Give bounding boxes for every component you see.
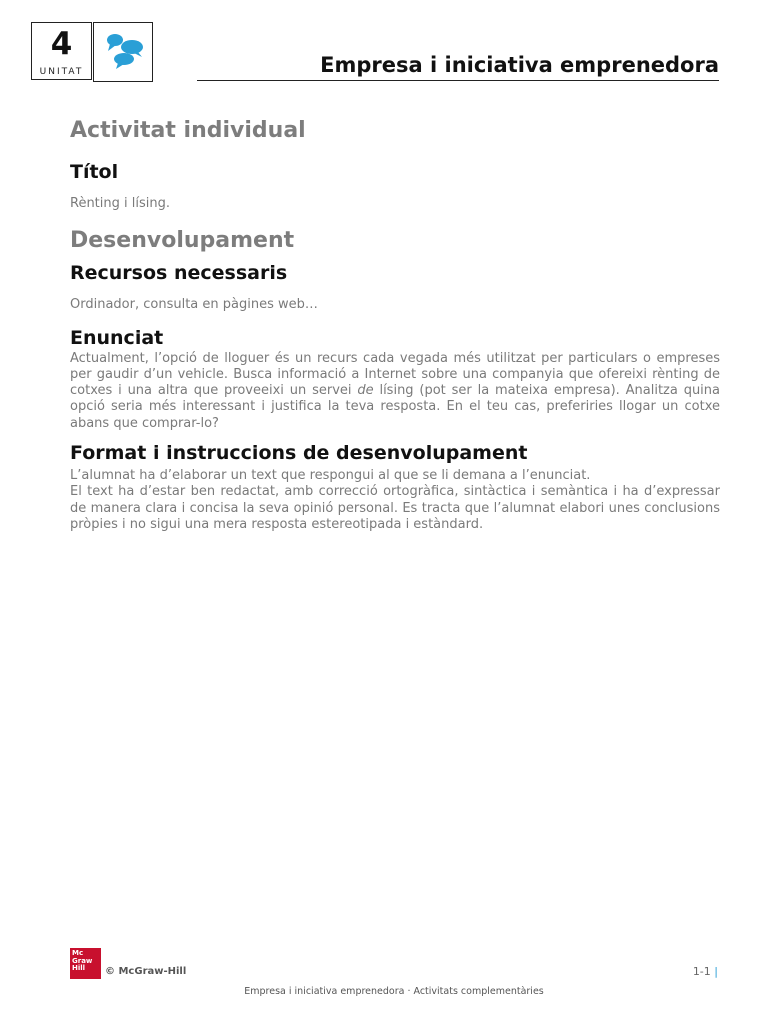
logo-line-2: Graw: [72, 956, 93, 965]
main-content: [70, 118, 720, 533]
statement-text-part-2: lísing (pot ser la mateixa empresa). Analitza quina opció seria més interessant i justifica la teva resposta. En el teu cas, preferiries llogar un cotxe abans que comprar-lo?: [70, 383, 720, 431]
resources-text: Ordinador, consulta en pàgines web…: [70, 297, 318, 313]
mcgraw-hill-logo: [70, 948, 101, 979]
page-number-text: 1-1: [692, 965, 711, 978]
format-text-1: L’alumnat ha d’elaborar un text que respongui al que se li demana a l’enunciat.: [70, 468, 591, 484]
resources-label: Recursos necessaris: [70, 262, 288, 285]
format-label: Format i instruccions de desenvolupament: [70, 442, 528, 465]
footer-caption: Empresa i iniciativa emprenedora · Activitats complementàries: [244, 986, 544, 997]
statement-text: [70, 351, 720, 432]
activity-heading: Activitat individual: [70, 118, 306, 143]
speech-bubbles-icon: [93, 22, 153, 82]
unit-label: UNITAT: [39, 67, 84, 77]
development-heading: Desenvolupament: [70, 228, 295, 254]
statement-text-emphasis: de: [357, 383, 374, 399]
title-label: Títol: [70, 161, 119, 183]
title-text: Rènting i lísing.: [70, 196, 170, 211]
page-number: [693, 965, 718, 978]
statement-label: Enunciat: [70, 326, 164, 349]
logo-line-1: Mc: [72, 949, 84, 957]
header-divider: [197, 80, 719, 81]
unit-box: [31, 22, 92, 80]
unit-number: 4: [50, 26, 73, 62]
copyright: © McGraw-Hill: [105, 966, 187, 977]
format-text-2: El text ha d’estar ben redactat, amb correcció ortogràfica, sintàctica i semàntica i ha d’expressar de manera clara i concisa la seva opinió personal. Es tracta que l’alumnat elabori unes conclusions pròpies i no sigui una mera resposta estereotipada i estàndard.: [70, 484, 720, 532]
logo-line-3: Hill: [72, 964, 86, 972]
statement-text-part-1: Actualment, l’opció de lloguer és un recurs cada vegada més utilitzat per particulars o empreses per gaudir d’un vehicle. Busca informació a Internet sobre una companyia que ofereixi rènting de cotxes i una altra que proveeixi un servei: [70, 350, 720, 399]
document-title: Empresa i iniciativa emprenedora: [320, 53, 719, 77]
page-bar: |: [714, 965, 718, 978]
